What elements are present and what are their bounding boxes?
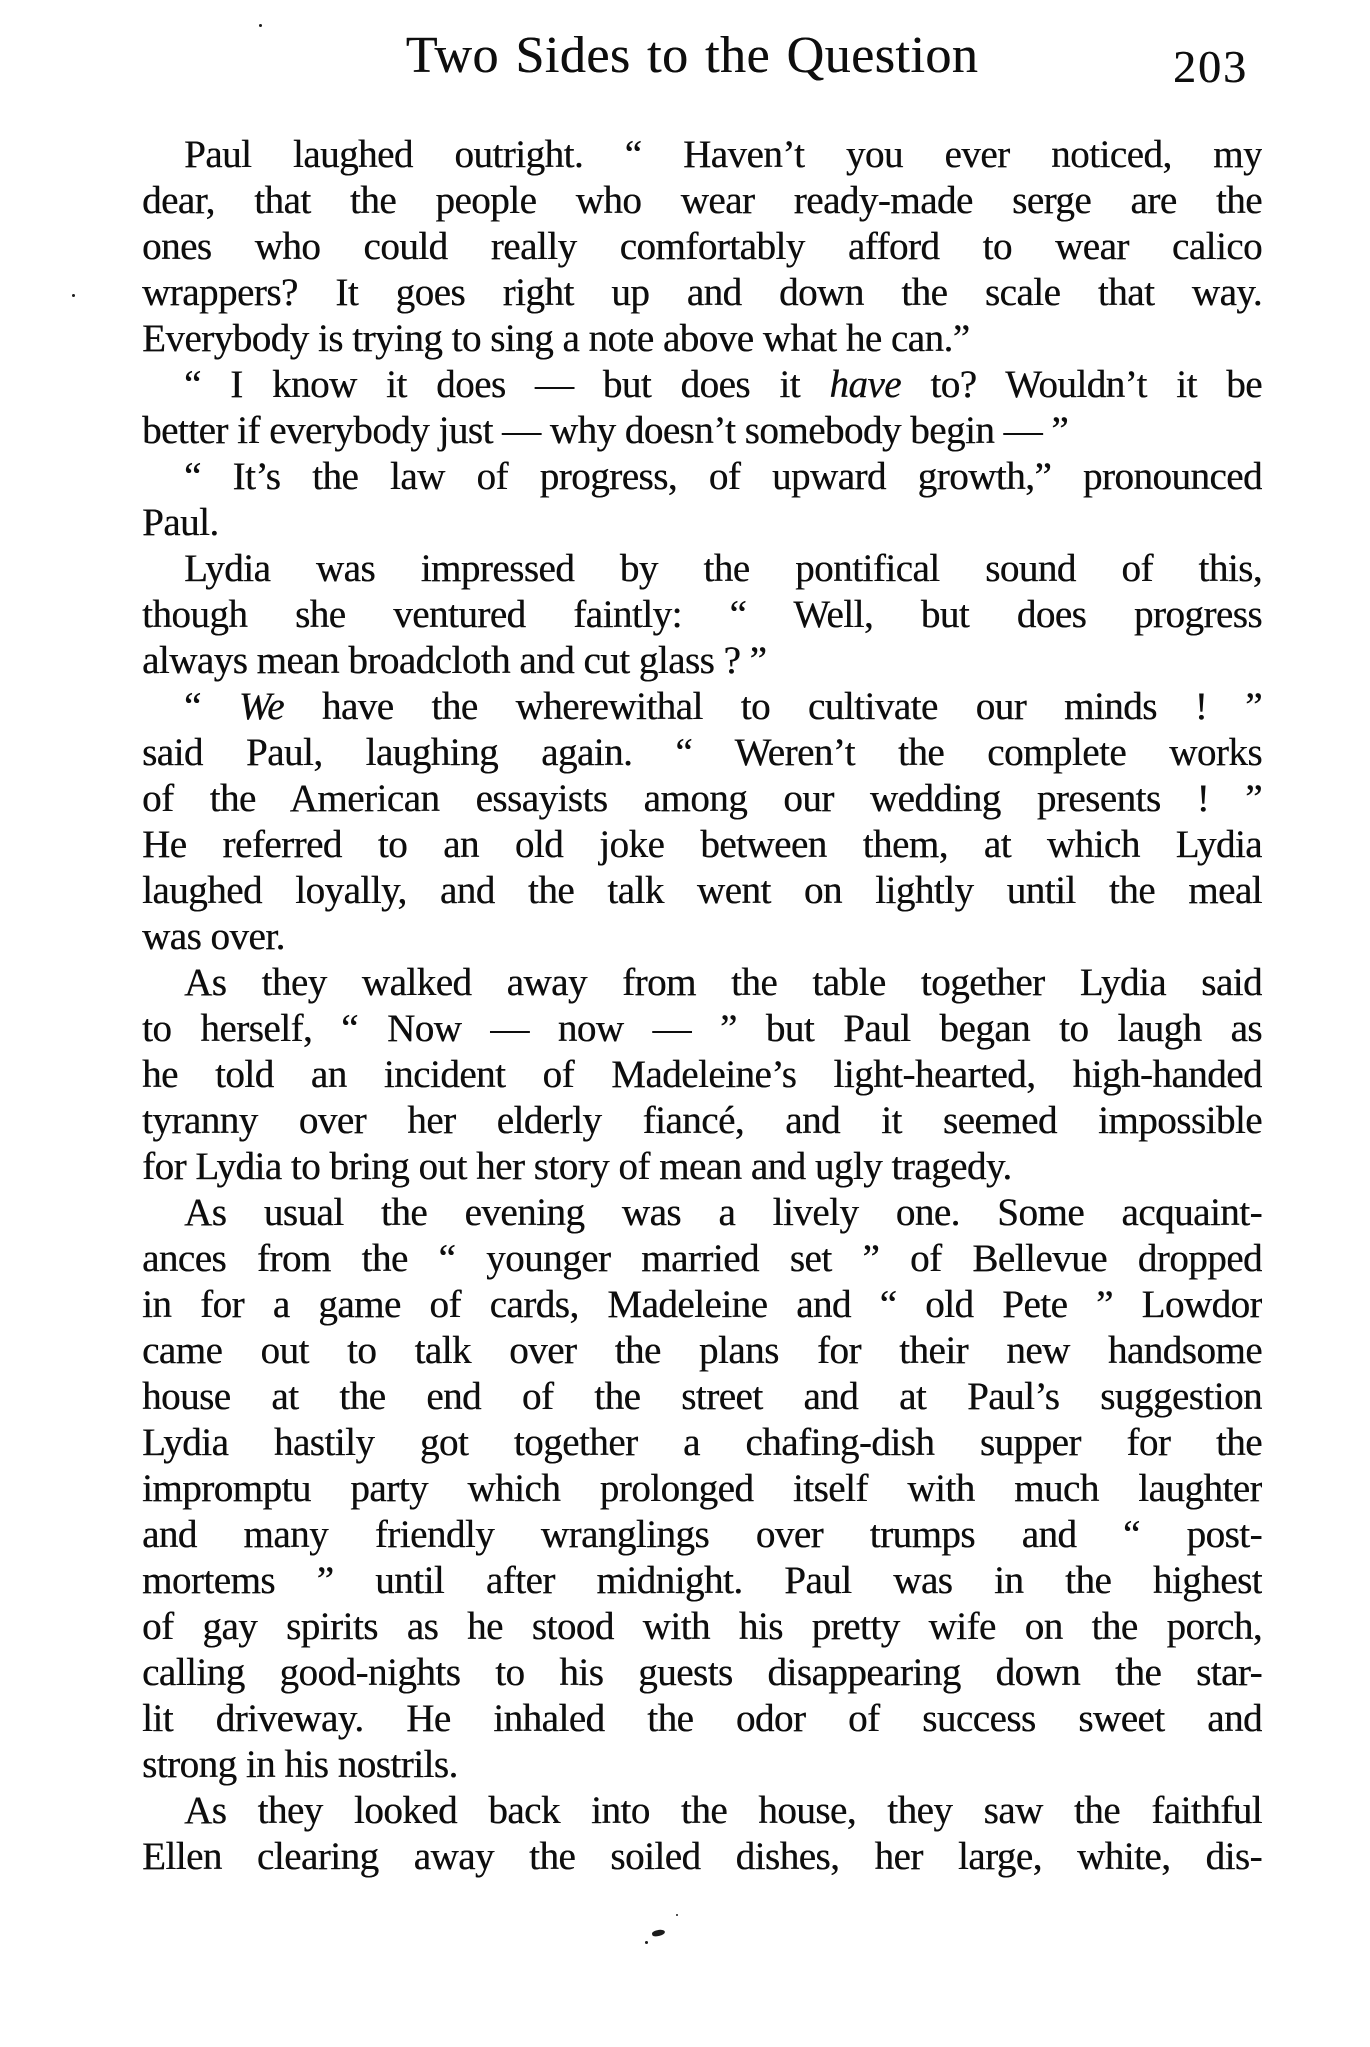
text-line bbox=[142, 1696, 1262, 1742]
scan-speck bbox=[259, 24, 262, 27]
text-line bbox=[142, 1466, 1262, 1512]
text-segment: lit driveway. He inhaled the odor of success sweet and bbox=[142, 1697, 1262, 1740]
text-line bbox=[142, 454, 1262, 500]
scan-artifact bbox=[651, 1929, 665, 1938]
text-line bbox=[142, 914, 1262, 960]
text-segment: Lydia was impressed by the pontifical sound of this, bbox=[184, 547, 1262, 590]
italic-text: We bbox=[238, 685, 284, 728]
text-segment: laughed loyally, and the talk went on lightly until the meal bbox=[142, 869, 1262, 912]
text-line bbox=[142, 684, 1262, 730]
text-line bbox=[142, 1788, 1262, 1834]
text-line bbox=[142, 1420, 1262, 1466]
text-segment: Ellen clearing away the soiled dishes, her large, white, dis- bbox=[142, 1835, 1262, 1878]
page-header bbox=[142, 28, 1262, 98]
text-segment: mortems ” until after midnight. Paul was in the highest bbox=[142, 1559, 1262, 1602]
page-number: 203 bbox=[1173, 41, 1248, 92]
text-line bbox=[142, 316, 1262, 362]
text-segment: Paul. bbox=[142, 501, 219, 544]
text-segment: wrappers? It goes right up and down the scale that way. bbox=[142, 271, 1262, 314]
scan-speck bbox=[72, 294, 75, 297]
text-line bbox=[142, 1834, 1262, 1880]
text-line bbox=[142, 960, 1262, 1006]
text-segment: ones who could really comfortably afford to wear calico bbox=[142, 225, 1262, 268]
text-line bbox=[142, 822, 1262, 868]
text-line bbox=[142, 1374, 1262, 1420]
text-segment: to? Wouldn’t it be bbox=[900, 363, 1262, 406]
paragraph bbox=[142, 132, 1262, 362]
text-line bbox=[142, 868, 1262, 914]
text-line bbox=[142, 1190, 1262, 1236]
text-segment: dear, that the people who wear ready-made serge are the bbox=[142, 179, 1262, 222]
text-line bbox=[142, 592, 1262, 638]
text-segment: Paul laughed outright. “ Haven’t you ever noticed, my bbox=[184, 133, 1262, 176]
text-line bbox=[142, 1098, 1262, 1144]
text-segment: have the wherewithal to cultivate our minds ! ” bbox=[283, 685, 1262, 728]
text-line bbox=[142, 178, 1262, 224]
text-line bbox=[142, 638, 1262, 684]
text-segment: house at the end of the street and at Paul’s suggestion bbox=[142, 1375, 1262, 1418]
text-segment: always mean broadcloth and cut glass ? ” bbox=[142, 639, 767, 682]
text-line bbox=[142, 1236, 1262, 1282]
paragraph bbox=[142, 1788, 1262, 1880]
text-line bbox=[142, 776, 1262, 822]
text-segment: As they looked back into the house, they saw the faithful bbox=[184, 1789, 1262, 1832]
text-segment: Everybody is trying to sing a note above what he can.” bbox=[142, 317, 970, 360]
paragraph bbox=[142, 362, 1262, 454]
text-segment: “ I know it does — but does it bbox=[184, 363, 830, 406]
text-line bbox=[142, 1604, 1262, 1650]
text-segment: He referred to an old joke between them, at which Lydia bbox=[142, 823, 1262, 866]
text-segment: “ bbox=[184, 685, 239, 728]
paragraph bbox=[142, 454, 1262, 546]
scan-speck bbox=[676, 1914, 678, 1916]
text-segment: for Lydia to bring out her story of mean and ugly tragedy. bbox=[142, 1145, 1012, 1188]
text-segment: of the American essayists among our wedding presents ! ” bbox=[142, 777, 1262, 820]
text-segment: calling good-nights to his guests disappearing down the star- bbox=[142, 1651, 1262, 1694]
text-segment: came out to talk over the plans for their new handsome bbox=[142, 1329, 1262, 1372]
paragraph bbox=[142, 960, 1262, 1190]
text-line bbox=[142, 132, 1262, 178]
text-line bbox=[142, 1144, 1262, 1190]
text-line bbox=[142, 1512, 1262, 1558]
text-line bbox=[142, 408, 1262, 454]
text-line bbox=[142, 1650, 1262, 1696]
text-line bbox=[142, 224, 1262, 270]
paragraph bbox=[142, 546, 1262, 684]
text-segment: As they walked away from the table together Lydia said bbox=[184, 961, 1262, 1004]
text-segment: of gay spirits as he stood with his pretty wife on the porch, bbox=[142, 1605, 1262, 1648]
text-segment: was over. bbox=[142, 915, 285, 958]
text-line bbox=[142, 1328, 1262, 1374]
text-segment: he told an incident of Madeleine’s light-hearted, high-handed bbox=[142, 1053, 1262, 1096]
text-segment: Lydia hastily got together a chafing-dish supper for the bbox=[142, 1421, 1262, 1464]
running-title: Two Sides to the Question bbox=[405, 27, 979, 84]
text-segment: said Paul, laughing again. “ Weren’t the complete works bbox=[142, 731, 1262, 774]
paragraph bbox=[142, 1190, 1262, 1788]
text-line bbox=[142, 1052, 1262, 1098]
italic-text: have bbox=[829, 363, 901, 406]
text-line bbox=[142, 1006, 1262, 1052]
text-segment: in for a game of cards, Madeleine and “ old Pete ” Lowdor bbox=[142, 1283, 1262, 1326]
text-segment: “ It’s the law of progress, of upward growth,” pronounced bbox=[184, 455, 1262, 498]
text-line bbox=[142, 270, 1262, 316]
text-segment: and many friendly wranglings over trumps and “ post- bbox=[142, 1513, 1262, 1556]
text-segment: though she ventured faintly: “ Well, but does progress bbox=[142, 593, 1262, 636]
paragraph bbox=[142, 684, 1262, 960]
text-line bbox=[142, 362, 1262, 408]
text-line bbox=[142, 1742, 1262, 1788]
text-segment: tyranny over her elderly fiancé, and it seemed impossible bbox=[142, 1099, 1262, 1142]
text-line bbox=[142, 546, 1262, 592]
text-segment: to herself, “ Now — now — ” but Paul began to laugh as bbox=[142, 1007, 1262, 1050]
text-segment: better if everybody just — why doesn’t somebody begin — ” bbox=[142, 409, 1069, 452]
text-segment: As usual the evening was a lively one. Some acquaint- bbox=[184, 1191, 1262, 1234]
scan-speck bbox=[645, 1941, 648, 1944]
text-segment: strong in his nostrils. bbox=[142, 1743, 458, 1786]
text-line bbox=[142, 730, 1262, 776]
page-text bbox=[142, 132, 1262, 1880]
text-line bbox=[142, 1558, 1262, 1604]
text-line bbox=[142, 1282, 1262, 1328]
text-segment: ances from the “ younger married set ” of Bellevue dropped bbox=[142, 1237, 1262, 1280]
text-segment: impromptu party which prolonged itself with much laughter bbox=[142, 1467, 1262, 1510]
text-line bbox=[142, 500, 1262, 546]
